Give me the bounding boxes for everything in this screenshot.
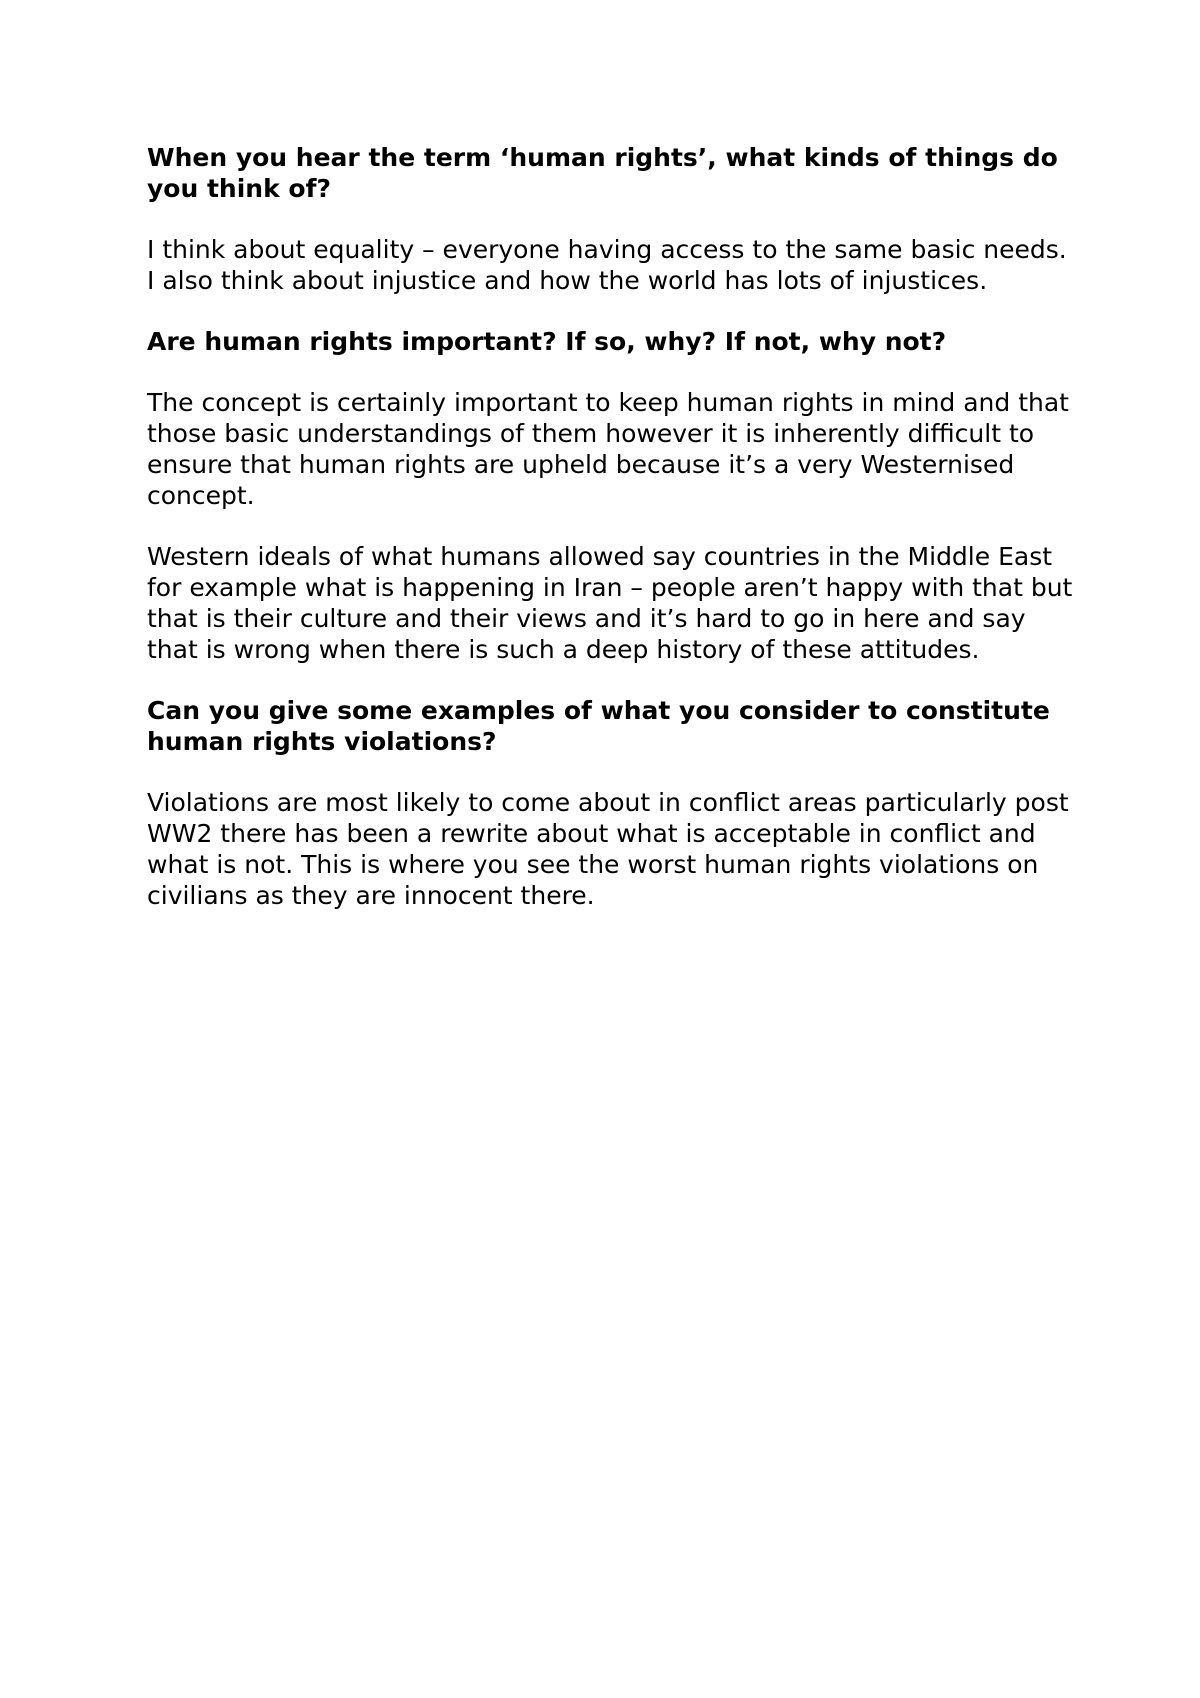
question-heading: Can you give some examples of what you consider to constitute human rights violations?	[147, 696, 1050, 756]
answer-text: I think about equality – everyone having access to the same basic needs.	[147, 235, 1067, 264]
answer-text: I also think about injustice and how the world has lots of injustices.	[147, 266, 988, 295]
question-heading: When you hear the term ‘human rights’, what kinds of things do you think of?	[147, 143, 1058, 203]
answer-paragraph: The concept is certainly important to keep human rights in mind and that those basic understandings of them however it is inherently difficult to ensure that human rights are upheld because it’s a very Westernised concept.	[147, 388, 1069, 510]
answer-paragraph: Violations are most likely to come about in conflict areas particularly post WW2 there has been a rewrite about what is acceptable in conflict and what is not. This is where you see the worst human rights violations on civilians as they are innocent there.	[147, 788, 1069, 910]
document-body	[147, 142, 1077, 941]
answer-paragraph: Western ideals of what humans allowed say countries in the Middle East for example what is happening in Iran – people aren’t happy with that but that is their culture and their views and it’s hard to go in here and say that is wrong when there is such a deep history of these attitudes.	[147, 542, 1073, 664]
answer-paragraph	[147, 234, 1077, 296]
question-heading: Are human rights important? If so, why? If not, why not?	[147, 327, 947, 356]
